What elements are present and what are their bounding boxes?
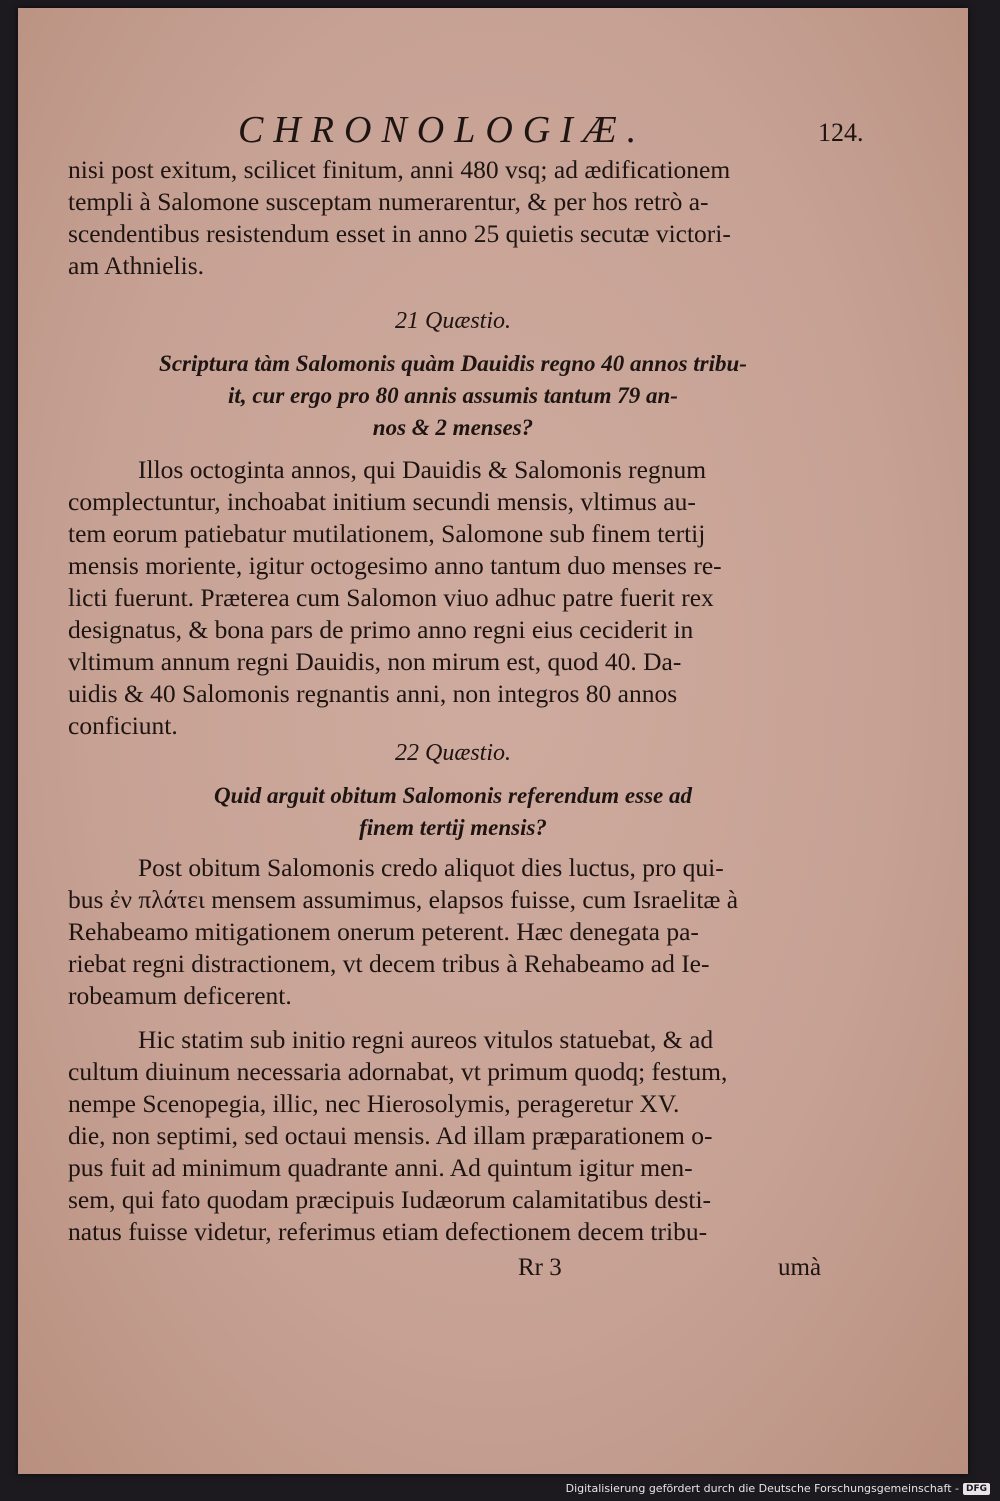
text-line: licti fuerunt. Præterea cum Salomon viuo adhuc patre fuerit rex [68,583,714,612]
text-line: am Athnielis. [68,251,204,280]
text-line: Illos octoginta annos, qui Dauidis & Salomonis regnum [138,455,707,484]
subtitle-line: Scriptura tàm Salomonis quàm Dauidis regno 40 annos tribu- [159,351,747,376]
text-line: cultum diuinum necessaria adornabat, vt primum quodq; festum, [68,1057,728,1086]
question-22-answer [68,852,838,1012]
digitization-credit [566,1482,990,1495]
subtitle-line: nos & 2 menses? [372,415,534,440]
text-line: vltimum annum regni Dauidis, non mirum est, quod 40. Da- [68,647,682,676]
text-line: conficiunt. [68,711,178,740]
text-line: robeamum deficerent. [68,981,292,1010]
question-22-heading: 22 Quæstio. [394,740,511,766]
question-21-heading: 21 Quæstio. [394,308,511,334]
subtitle-line: Quid arguit obitum Salomonis referendum esse ad [214,783,692,808]
subtitle-line: it, cur ergo pro 80 annis assumis tantum 79 an- [228,383,678,408]
text-line: mensis moriente, igitur octogesimo anno tantum duo menses re- [68,551,722,580]
question-22-answer-continued [68,1024,838,1248]
text-line: Hic statim sub initio regni aureos vitulos statuebat, & ad [138,1025,714,1054]
question-21-answer [68,454,838,742]
catchword: umà [778,1254,822,1281]
question-22-subtitle [68,780,838,844]
subtitle-line: finem tertij mensis? [359,815,547,840]
running-title: CHRONOLOGIÆ. [238,109,647,151]
text-line: nempe Scenopegia, illic, nec Hierosolymis, perageretur XV. [68,1089,680,1118]
book-page [18,8,968,1474]
text-line: Rehabeamo mitigationem onerum peterent. Hæc denegata pa- [68,917,699,946]
text-line: sem, qui fato quodam præcipuis Iudæorum calamitatibus desti- [68,1185,712,1214]
text-line: uidis & 40 Salomonis regnantis anni, non integros 80 annos [68,679,678,708]
text-line: tem eorum patiebatur mutilationem, Salomone sub finem tertij [68,519,706,548]
credit-text: Digitalisierung gefördert durch die Deutsche Forschungsgemeinschaft - [565,1482,959,1495]
dfg-logo-icon: DFG [963,1483,990,1495]
text-line: templi à Salomone susceptam numerarentur, & per hos retrò a- [68,187,709,216]
text-line: bus ἐν πλάτει mensem assumimus, elapsos fuisse, cum Israelitæ à [68,885,739,914]
page-number: 124. [818,118,864,147]
text-line: complectuntur, inchoabat initium secundi mensis, vltimus au- [68,487,696,516]
question-21-subtitle [68,348,838,444]
intro-paragraph [68,154,838,282]
signature-mark: Rr 3 [518,1254,562,1281]
text-line: natus fuisse videtur, referimus etiam defectionem decem tribu- [68,1217,708,1246]
text-line: pus fuit ad minimum quadrante anni. Ad quintum igitur men- [68,1153,693,1182]
text-line: nisi post exitum, scilicet finitum, anni 480 vsq; ad ædificationem [68,155,731,184]
text-line: designatus, & bona pars de primo anno regni eius ceciderit in [68,615,694,644]
text-line: scendentibus resistendum esset in anno 25 quietis secutæ victori- [68,219,731,248]
text-line: Post obitum Salomonis credo aliquot dies luctus, pro qui- [138,853,724,882]
text-line: die, non septimi, sed octaui mensis. Ad illam præparationem o- [68,1121,713,1150]
text-line: riebat regni distractionem, vt decem tribus à Rehabeamo ad Ie- [68,949,710,978]
